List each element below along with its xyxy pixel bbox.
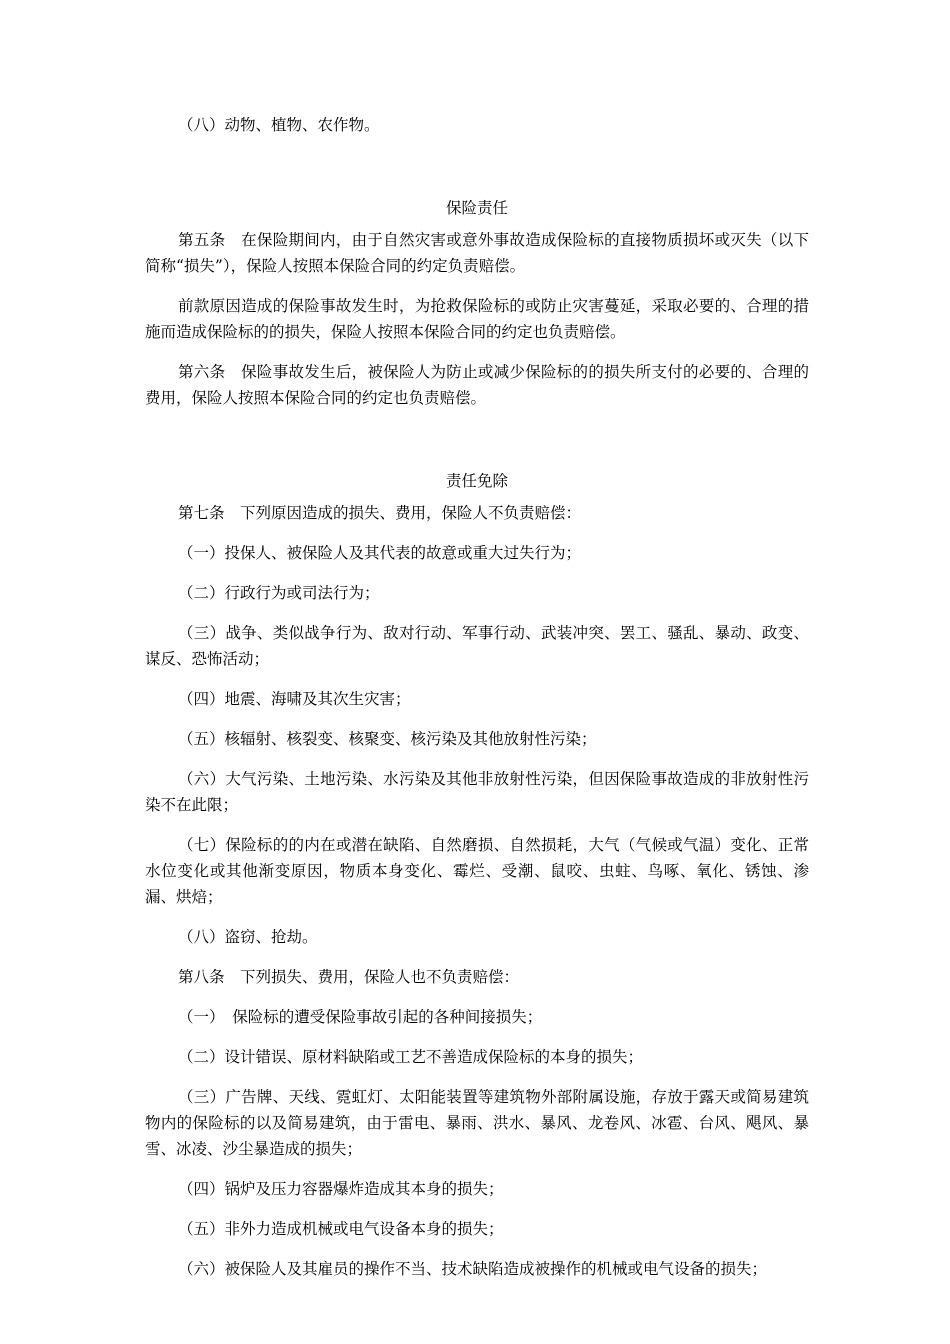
paragraph: 第七条 下列原因造成的损失、费用，保险人不负责赔偿： <box>178 504 582 522</box>
paragraph: （八）盗窃、抢劫。 <box>178 928 318 946</box>
paragraph: （五）核辐射、核裂变、核聚变、核污染及其他放射性污染； <box>178 730 597 748</box>
section-heading-exclusions: 责任免除 <box>445 472 508 490</box>
section-heading-liability: 保险责任 <box>445 199 508 217</box>
paragraph: 第六条 保险事故发生后，被保险人为防止或减少保险标的的损失所支付的必要的、合理的费用，保险人按照本保险合同的约定也负责赔偿。 <box>145 363 809 407</box>
paragraph: （四）地震、海啸及其次生灾害； <box>178 690 411 708</box>
spacer <box>145 152 809 195</box>
paragraph: （七）保险标的的内在或潜在缺陷、自然磨损、自然损耗，大气（气候或气温）变化、正常水位变化或其他渐变原因，物质本身变化、霉烂、受潮、鼠咬、虫蛀、鸟啄、氧化、锈蚀、渗漏、烘焙； <box>145 836 809 906</box>
paragraph: （一）投保人、被保险人及其代表的故意或重大过失行为； <box>178 544 582 562</box>
paragraph: （四）锅炉及压力容器爆炸造成其本身的损失； <box>178 1180 504 1198</box>
spacer <box>145 425 809 468</box>
paragraph: （二）设计错误、原材料缺陷或工艺不善造成保险标的本身的损失； <box>178 1048 644 1066</box>
paragraph: （六）大气污染、土地污染、水污染及其他非放射性污染，但因保险事故造成的非放射性污染不在此限； <box>145 770 809 814</box>
paragraph-intro: （八）动物、植物、农作物。 <box>178 116 380 134</box>
paragraph: （三）战争、类似战争行为、敌对行动、军事行动、武装冲突、罢工、骚乱、暴动、政变、谋反、恐怖活动； <box>145 624 809 668</box>
paragraph: （二）行政行为或司法行为； <box>178 584 380 602</box>
paragraph: （五）非外力造成机械或电气设备本身的损失； <box>178 1220 504 1238</box>
paragraph: 第八条 下列损失、费用，保险人也不负责赔偿： <box>178 968 520 986</box>
paragraph: （一） 保险标的遭受保险事故引起的各种间接损失； <box>178 1008 543 1026</box>
paragraph: （六）被保险人及其雇员的操作不当、技术缺陷造成被操作的机械或电气设备的损失； <box>178 1260 768 1278</box>
paragraph: 前款原因造成的保险事故发生时，为抢救保险标的或防止灾害蔓延，采取必要的、合理的措施而造成保险标的的损失，保险人按照本保险合同的约定也负责赔偿。 <box>145 297 809 341</box>
paragraph: （三）广告牌、天线、霓虹灯、太阳能装置等建筑物外部附属设施，存放于露天或简易建筑物内的保险标的以及简易建筑，由于雷电、暴雨、洪水、暴风、龙卷风、冰雹、台风、飓风、暴雪、冰凌、沙尘暴造成的损失； <box>145 1088 809 1158</box>
paragraph: 第五条 在保险期间内，由于自然灾害或意外事故造成保险标的直接物质损坏或灭失（以下简称“损失”），保险人按照本保险合同的约定负责赔偿。 <box>145 231 809 275</box>
document-page <box>145 112 809 1296</box>
